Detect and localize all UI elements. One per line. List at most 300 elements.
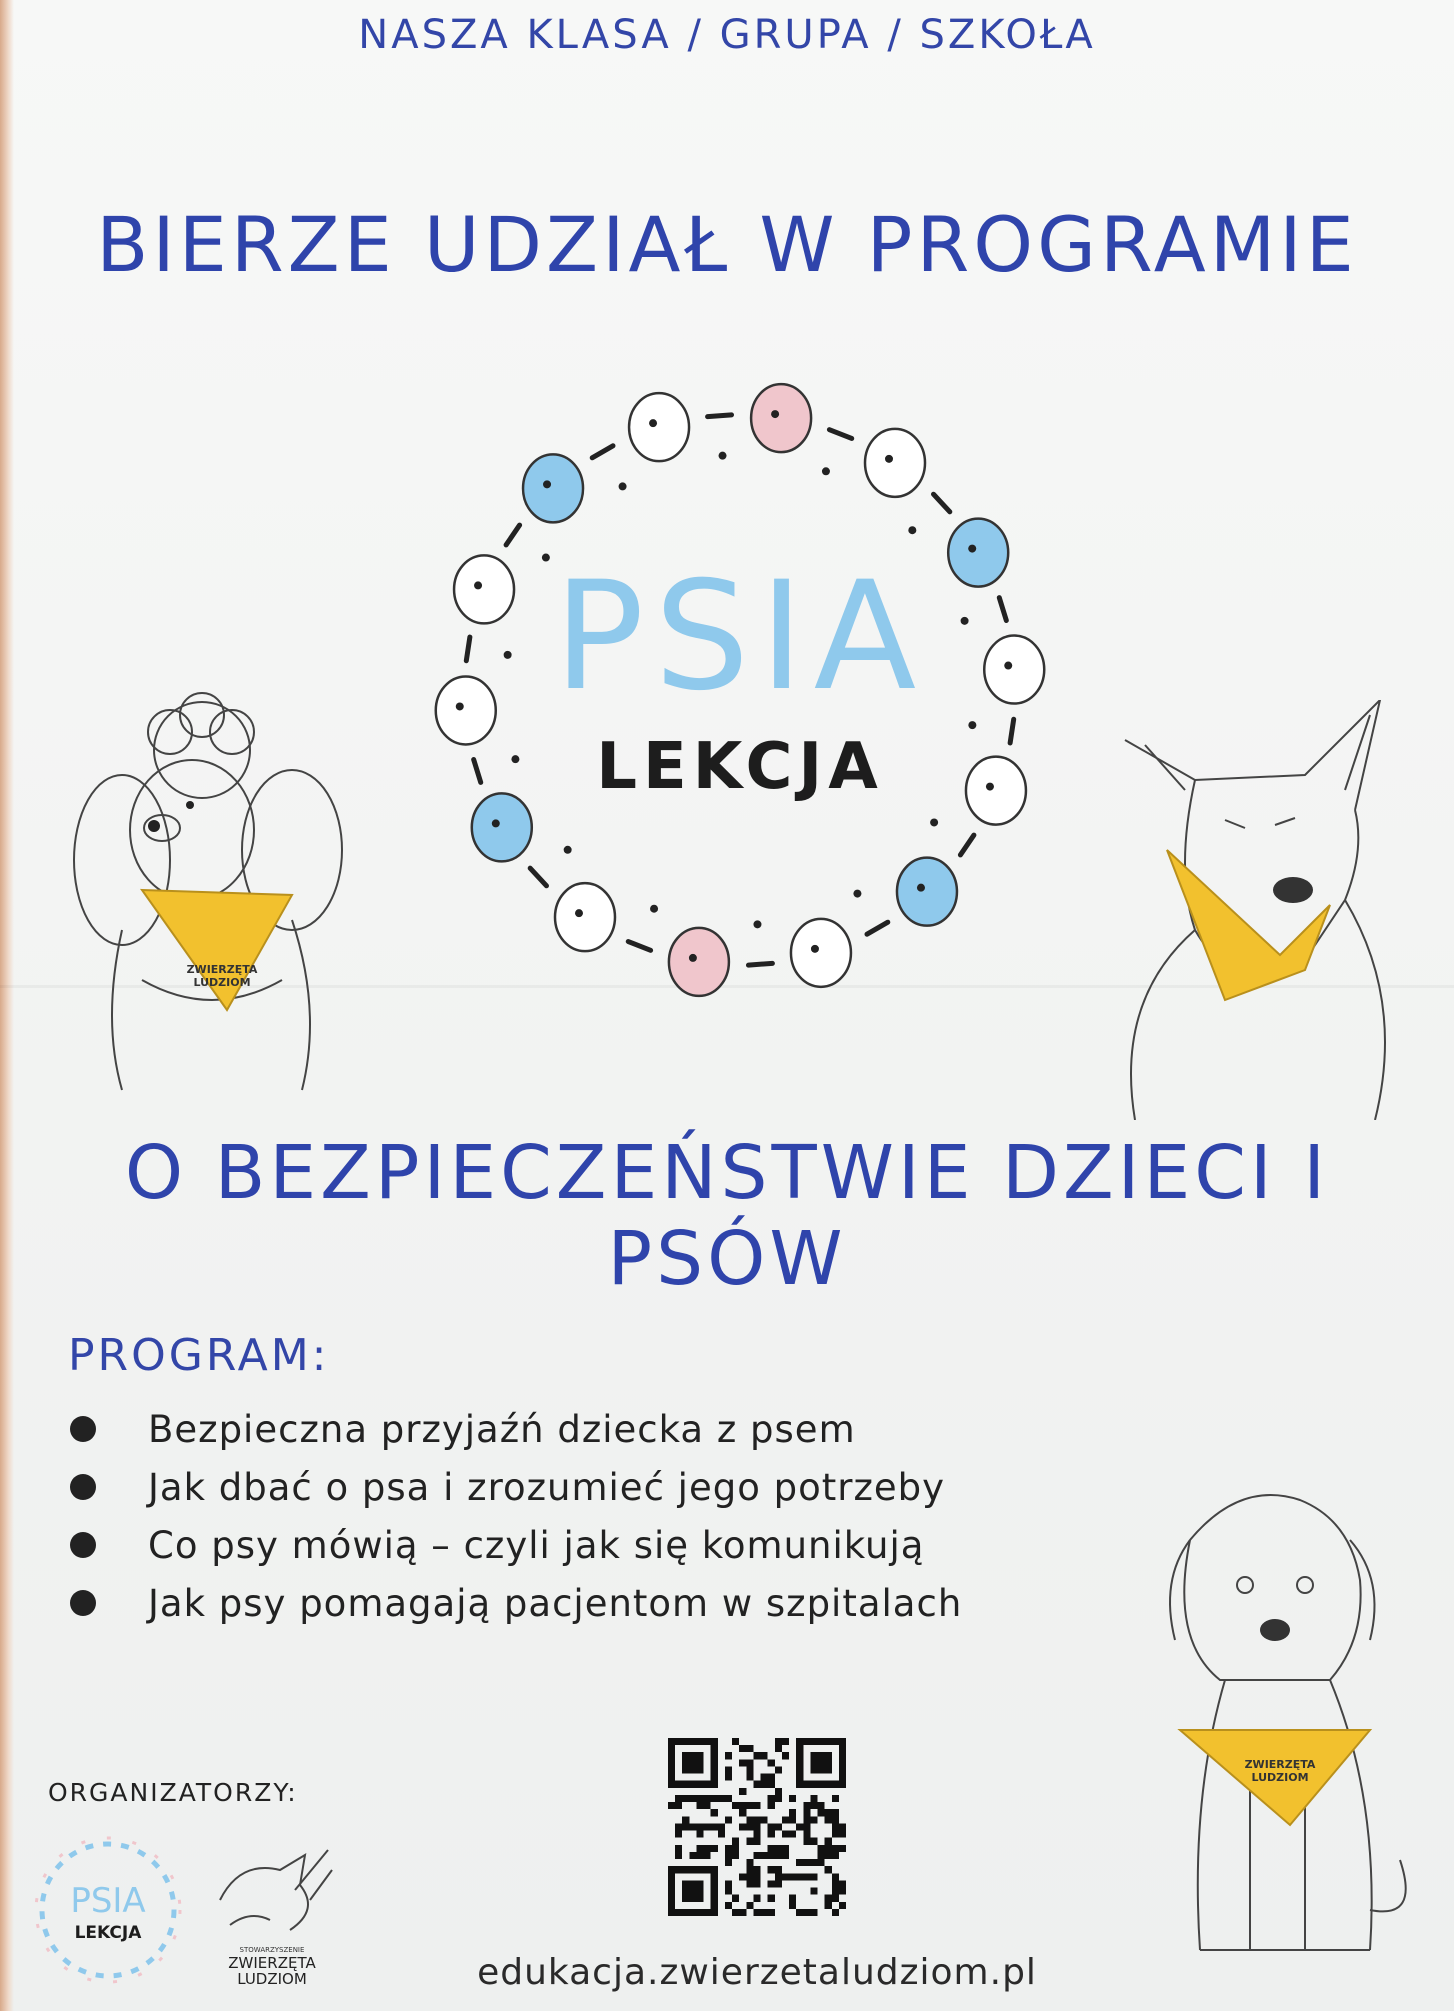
qr-module (668, 1759, 675, 1766)
organizer-logo-word2: LEKCJA (74, 1923, 142, 1943)
qr-module (682, 1759, 689, 1766)
qr-module (768, 1866, 775, 1873)
qr-module (818, 1759, 825, 1766)
qr-module (825, 1816, 832, 1823)
qr-module (803, 1809, 810, 1816)
qr-module (789, 1795, 796, 1802)
qr-module (810, 1759, 817, 1766)
qr-module (789, 1895, 796, 1902)
qr-module (803, 1838, 810, 1845)
qr-module (839, 1745, 846, 1752)
bone-icon (592, 446, 613, 458)
qr-module (711, 1759, 718, 1766)
qr-module (696, 1880, 703, 1887)
qr-module (682, 1766, 689, 1773)
qr-module (682, 1866, 689, 1873)
bone-icon (867, 922, 888, 934)
qr-module (782, 1752, 789, 1759)
qr-module (696, 1831, 703, 1838)
paw-icon (753, 920, 761, 928)
qr-module (796, 1781, 803, 1788)
headline-top: BIERZE UDZIAŁ W PROGRAMIE (96, 200, 1358, 289)
qr-module (711, 1738, 718, 1745)
qr-module (668, 1888, 675, 1895)
qr-module (803, 1738, 810, 1745)
dog-eye-icon (1004, 662, 1012, 670)
qr-module (675, 1795, 682, 1802)
bullet-icon (70, 1590, 96, 1616)
qr-module (682, 1888, 689, 1895)
qr-module (753, 1831, 760, 1838)
qr-module (768, 1781, 775, 1788)
list-item (70, 1574, 962, 1632)
paw-icon (822, 467, 830, 475)
qr-module (739, 1909, 746, 1916)
program-list (70, 1400, 962, 1632)
qr-module (739, 1823, 746, 1830)
bullet-icon (70, 1416, 96, 1442)
qr-module (796, 1759, 803, 1766)
paw-icon (564, 846, 572, 854)
organizer-logo2-line3: LUDZIOM (237, 1970, 307, 1988)
qr-module (832, 1831, 839, 1838)
headline-bottom: O BEZPIECZEŃSTWIE DZIECI I PSÓW (124, 1130, 1330, 1302)
qr-modules (668, 1738, 846, 1916)
qr-module (682, 1738, 689, 1745)
qr-module (775, 1852, 782, 1859)
qr-module (832, 1809, 839, 1816)
qr-module (761, 1781, 768, 1788)
qr-module (839, 1752, 846, 1759)
dog-head-icon (454, 555, 514, 623)
organizer-logo2-line2: ZWIERZĘTA (228, 1954, 316, 1972)
qr-module (768, 1774, 775, 1781)
qr-module (768, 1895, 775, 1902)
qr-module (825, 1759, 832, 1766)
paw-icon (908, 526, 916, 534)
qr-module (696, 1888, 703, 1895)
qr-module (825, 1866, 832, 1873)
qr-module (782, 1831, 789, 1838)
qr-module (753, 1838, 760, 1845)
qr-module (725, 1902, 732, 1909)
qr-module (739, 1809, 746, 1816)
qr-module (768, 1831, 775, 1838)
qr-module (668, 1902, 675, 1909)
qr-module (832, 1738, 839, 1745)
qr-module (761, 1909, 768, 1916)
sitting-dog-bandana-line3: LUDZIOM (1251, 1771, 1309, 1784)
qr-module (803, 1859, 810, 1866)
qr-module (732, 1838, 739, 1845)
qr-module (732, 1738, 739, 1745)
qr-module (796, 1909, 803, 1916)
paw-icon (719, 452, 727, 460)
qr-module (839, 1888, 846, 1895)
footer-url-text[interactable]: edukacja.zwierzetaludziom.pl (477, 1952, 1037, 1993)
qr-module (768, 1823, 775, 1830)
qr-module (768, 1759, 775, 1766)
qr-module (753, 1802, 760, 1809)
qr-module (775, 1873, 782, 1880)
paw-icon (542, 554, 550, 562)
qr-module (753, 1873, 760, 1880)
qr-module (818, 1752, 825, 1759)
dog-head-icon (555, 883, 615, 951)
qr-module (689, 1823, 696, 1830)
qr-module (810, 1873, 817, 1880)
qr-module (732, 1802, 739, 1809)
qr-module (810, 1888, 817, 1895)
qr-module (725, 1752, 732, 1759)
poodle-illustration-icon (62, 680, 362, 1100)
qr-module (839, 1831, 846, 1838)
qr-module (732, 1895, 739, 1902)
dog-eye-icon (649, 419, 657, 427)
sitting-dog-bandana-line2: ZWIERZĘTA (1244, 1758, 1316, 1771)
paw-icon (619, 482, 627, 490)
qr-module (832, 1845, 839, 1852)
qr-module (746, 1902, 753, 1909)
qr-module (810, 1738, 817, 1745)
dog-head-icon (948, 519, 1008, 587)
qr-module (810, 1752, 817, 1759)
paw-icon (650, 905, 658, 913)
qr-module (832, 1873, 839, 1880)
qr-module (782, 1873, 789, 1880)
qr-module (689, 1759, 696, 1766)
qr-module (825, 1902, 832, 1909)
qr-module (689, 1909, 696, 1916)
qr-module (725, 1859, 732, 1866)
qr-module (825, 1845, 832, 1852)
program-item-text: Jak psy pomagają pacjentom w szpitalach (148, 1581, 963, 1625)
qr-module (810, 1766, 817, 1773)
qr-module (746, 1759, 753, 1766)
qr-module (704, 1802, 711, 1809)
qr-module (675, 1802, 682, 1809)
list-item (70, 1516, 962, 1574)
qr-code[interactable] (668, 1738, 846, 1916)
qr-module (668, 1766, 675, 1773)
qr-module (825, 1809, 832, 1816)
dog-head-icon (629, 393, 689, 461)
qr-module (696, 1909, 703, 1916)
qr-module (689, 1781, 696, 1788)
qr-module (775, 1823, 782, 1830)
qr-module (696, 1895, 703, 1902)
qr-module (704, 1866, 711, 1873)
bone-icon (829, 430, 851, 439)
qr-module (718, 1831, 725, 1838)
qr-module (746, 1766, 753, 1773)
qr-module (761, 1774, 768, 1781)
qr-module (725, 1852, 732, 1859)
qr-module (768, 1802, 775, 1809)
paw-icon (511, 755, 519, 763)
qr-module (711, 1866, 718, 1873)
poodle-bandana-line2: ZWIERZĘTA (186, 963, 258, 976)
qr-module (675, 1831, 682, 1838)
qr-module (818, 1781, 825, 1788)
qr-module (839, 1845, 846, 1852)
qr-module (668, 1738, 675, 1745)
qr-module (818, 1852, 825, 1859)
qr-module (753, 1752, 760, 1759)
qr-module (810, 1816, 817, 1823)
dog-eye-icon (771, 410, 779, 418)
bullet-icon (70, 1474, 96, 1500)
qr-module (711, 1888, 718, 1895)
qr-module (725, 1888, 732, 1895)
qr-module (696, 1845, 703, 1852)
qr-module (796, 1859, 803, 1866)
poodle-bandana-line3: LUDZIOM (193, 976, 251, 989)
qr-module (696, 1802, 703, 1809)
qr-module (739, 1873, 746, 1880)
qr-module (775, 1880, 782, 1887)
qr-module (832, 1895, 839, 1902)
qr-module (725, 1774, 732, 1781)
dog-head-icon (984, 636, 1044, 704)
qr-module (768, 1852, 775, 1859)
bone-icon (628, 942, 650, 951)
qr-module (839, 1902, 846, 1909)
qr-module (739, 1802, 746, 1809)
qr-module (725, 1766, 732, 1773)
dog-eye-icon (456, 702, 464, 710)
qr-module (746, 1873, 753, 1880)
bone-icon (708, 415, 732, 417)
qr-module (696, 1866, 703, 1873)
qr-module (810, 1802, 817, 1809)
footer-url[interactable] (0, 1952, 1454, 1993)
qr-module (739, 1759, 746, 1766)
organizers-label: ORGANIZATORZY: (48, 1778, 298, 1807)
qr-module (675, 1866, 682, 1873)
qr-module (832, 1880, 839, 1887)
qr-module (696, 1795, 703, 1802)
organizer-logo-word1: PSIA (70, 1881, 146, 1921)
qr-module (725, 1845, 732, 1852)
qr-module (711, 1809, 718, 1816)
qr-module (725, 1795, 732, 1802)
qr-module (839, 1823, 846, 1830)
qr-module (832, 1795, 839, 1802)
qr-module (832, 1852, 839, 1859)
dog-head-icon (436, 676, 496, 744)
qr-module (803, 1909, 810, 1916)
qr-module (732, 1909, 739, 1916)
group-line: NASZA KLASA / GRUPA / SZKOŁA (358, 12, 1096, 58)
qr-module (825, 1738, 832, 1745)
bone-icon (466, 637, 470, 661)
qr-module (803, 1816, 810, 1823)
program-item-text: Bezpieczna przyjaźń dziecka z psem (148, 1407, 856, 1451)
qr-module (682, 1909, 689, 1916)
qr-module (682, 1816, 689, 1823)
qr-module (711, 1752, 718, 1759)
qr-module (818, 1738, 825, 1745)
qr-module (768, 1909, 775, 1916)
qr-module (761, 1852, 768, 1859)
qr-module (732, 1845, 739, 1852)
dog-head-icon (472, 793, 532, 861)
qr-module (746, 1859, 753, 1866)
dog-eye-icon (917, 884, 925, 892)
qr-module (818, 1859, 825, 1866)
qr-module (689, 1752, 696, 1759)
qr-module (810, 1909, 817, 1916)
qr-module (761, 1816, 768, 1823)
qr-module (839, 1766, 846, 1773)
qr-module (682, 1895, 689, 1902)
paw-icon (961, 617, 969, 625)
qr-module (789, 1816, 796, 1823)
qr-module (753, 1866, 760, 1873)
qr-module (732, 1852, 739, 1859)
qr-module (704, 1823, 711, 1830)
qr-module (668, 1802, 675, 1809)
qr-module (839, 1880, 846, 1887)
qr-module (796, 1774, 803, 1781)
qr-module (803, 1781, 810, 1788)
qr-module (689, 1738, 696, 1745)
qr-module (803, 1802, 810, 1809)
qr-module (796, 1745, 803, 1752)
qr-module (746, 1880, 753, 1887)
dog-head-icon (791, 919, 851, 987)
qr-module (675, 1823, 682, 1830)
program-item-text: Jak dbać o psa i zrozumieć jego potrzeby (148, 1465, 946, 1509)
organizer-logo2-line1: STOWARZYSZENIE (239, 1946, 305, 1954)
qr-module (696, 1852, 703, 1859)
qr-module (753, 1781, 760, 1788)
logo-word-psia: PSIA (553, 550, 927, 724)
qr-module (818, 1809, 825, 1816)
bone-icon (960, 835, 974, 855)
qr-module (668, 1895, 675, 1902)
qr-module (803, 1873, 810, 1880)
logo-word-lekcja: LEKCJA (596, 730, 884, 804)
paw-icon (968, 721, 976, 729)
bone-icon (999, 598, 1006, 621)
qr-module (753, 1909, 760, 1916)
qr-module (803, 1823, 810, 1830)
bullet-icon (70, 1532, 96, 1558)
qr-module (711, 1766, 718, 1773)
qr-module (775, 1766, 782, 1773)
qr-module (711, 1873, 718, 1880)
qr-module (775, 1745, 782, 1752)
paw-icon (930, 818, 938, 826)
qr-module (796, 1766, 803, 1773)
dog-eye-icon (968, 545, 976, 553)
qr-module (782, 1738, 789, 1745)
qr-module (825, 1766, 832, 1773)
qr-module (675, 1852, 682, 1859)
qr-module (839, 1774, 846, 1781)
dog-eye-icon (575, 909, 583, 917)
dog-eye-icon (811, 945, 819, 953)
qr-module (682, 1880, 689, 1887)
qr-module (825, 1852, 832, 1859)
qr-module (839, 1738, 846, 1745)
qr-module (668, 1781, 675, 1788)
qr-module (711, 1895, 718, 1902)
qr-module (832, 1781, 839, 1788)
qr-module (768, 1795, 775, 1802)
qr-module (782, 1816, 789, 1823)
qr-module (711, 1880, 718, 1887)
qr-module (725, 1880, 732, 1887)
bone-icon (506, 525, 520, 545)
qr-module (789, 1831, 796, 1838)
qr-module (832, 1909, 839, 1916)
qr-module (711, 1745, 718, 1752)
program-item-text: Co psy mówią – czyli jak się komunikują (148, 1523, 925, 1567)
bone-icon (748, 963, 772, 965)
qr-module (832, 1888, 839, 1895)
qr-module (668, 1752, 675, 1759)
qr-module (810, 1859, 817, 1866)
qr-module (675, 1738, 682, 1745)
qr-module (761, 1752, 768, 1759)
qr-module (725, 1816, 732, 1823)
qr-module (696, 1823, 703, 1830)
qr-module (753, 1816, 760, 1823)
qr-module (689, 1866, 696, 1873)
qr-module (711, 1902, 718, 1909)
bone-icon (474, 759, 481, 782)
sitting-dog-illustration-icon (1130, 1480, 1420, 1980)
qr-module (704, 1852, 711, 1859)
qr-module (825, 1781, 832, 1788)
qr-module (668, 1866, 675, 1873)
qr-module (682, 1752, 689, 1759)
qr-module (746, 1866, 753, 1873)
qr-module (746, 1823, 753, 1830)
qr-module (689, 1880, 696, 1887)
qr-module (746, 1774, 753, 1781)
dog-head-icon (865, 429, 925, 497)
qr-module (689, 1888, 696, 1895)
paw-icon (504, 651, 512, 659)
qr-module (682, 1781, 689, 1788)
qr-module (704, 1781, 711, 1788)
qr-module (711, 1774, 718, 1781)
paper-edge (0, 0, 14, 2011)
qr-module (739, 1745, 746, 1752)
qr-module (704, 1795, 711, 1802)
qr-module (810, 1781, 817, 1788)
qr-module (746, 1745, 753, 1752)
qr-module (668, 1880, 675, 1887)
qr-module (753, 1852, 760, 1859)
qr-module (810, 1795, 817, 1802)
qr-module (753, 1880, 760, 1887)
qr-module (696, 1752, 703, 1759)
qr-module (782, 1852, 789, 1859)
qr-module (704, 1738, 711, 1745)
qr-module (810, 1838, 817, 1845)
qr-module (689, 1795, 696, 1802)
dog-eye-icon (885, 455, 893, 463)
list-item (70, 1400, 962, 1458)
dog-head-icon (523, 454, 583, 522)
bone-icon (934, 494, 950, 512)
qr-module (668, 1774, 675, 1781)
